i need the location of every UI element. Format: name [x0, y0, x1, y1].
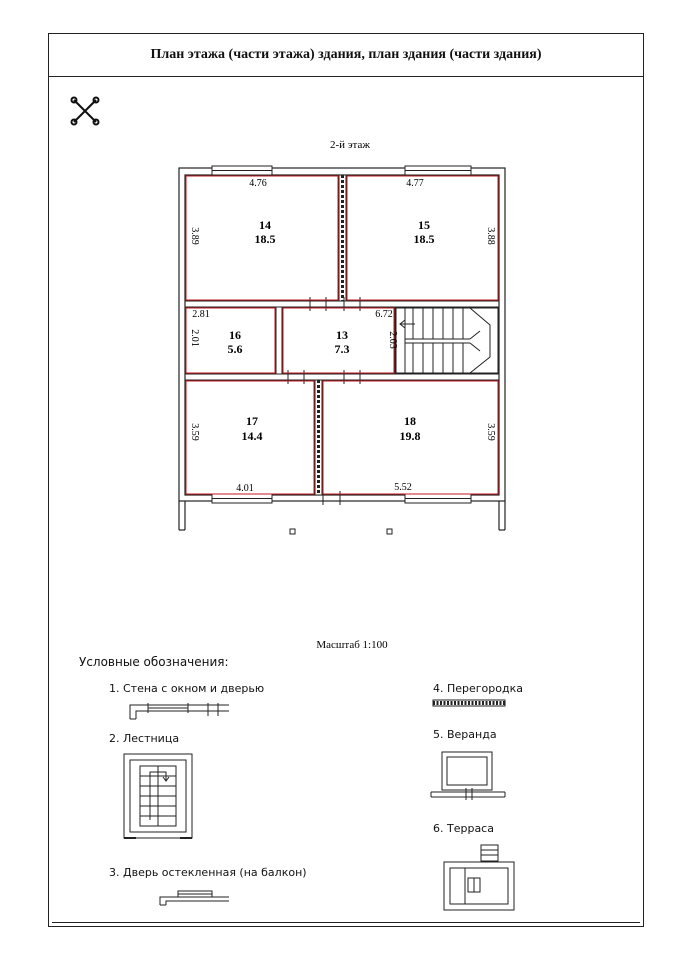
legend-terrace-symbol — [444, 845, 514, 910]
room-area: 5.6 — [227, 342, 243, 356]
room-number: 17 — [246, 414, 258, 428]
room-number: 14 — [259, 218, 271, 232]
dimension-label: 5.52 — [394, 482, 412, 493]
dimension-label: 4.76 — [249, 178, 267, 189]
legend-partition-symbol — [433, 700, 505, 706]
legend-balcony-door-symbol — [160, 891, 229, 905]
legend-item-2: 2. Лестница — [109, 732, 180, 745]
legend-title: Условные обозначения: — [79, 655, 229, 669]
dimension-label: 4.77 — [406, 178, 424, 189]
dimension-label: 4.01 — [236, 483, 254, 494]
legend-item-5: 5. Веранда — [433, 728, 497, 741]
dimension-label: 2.03 — [387, 331, 398, 349]
legend-item-3: 3. Дверь остекленная (на балкон) — [109, 866, 307, 879]
dimension-label: 3.59 — [189, 423, 200, 441]
scale-label: Масштаб 1:100 — [316, 639, 388, 651]
room-labels — [228, 218, 435, 443]
room-area: 7.3 — [334, 342, 350, 356]
legend-wall-symbol — [130, 703, 229, 719]
sheet-title: План этажа (части этажа) здания, план здания (части здания) — [150, 47, 542, 62]
room-area: 18.5 — [254, 232, 276, 246]
room-area: 14.4 — [241, 429, 263, 443]
dimension-label: 6.72 — [375, 309, 393, 320]
room-number: 13 — [336, 328, 348, 342]
legend-item-1: 1. Стена с окном и дверью — [109, 682, 265, 695]
floor-label: 2-й этаж — [330, 139, 370, 151]
legend-item-4: 4. Перегородка — [433, 682, 523, 695]
door-marks — [288, 297, 360, 505]
dimension-label: 3.88 — [485, 227, 496, 245]
room-number: 18 — [404, 414, 416, 428]
compass-icon — [72, 98, 99, 125]
dimension-label: 2.81 — [192, 309, 210, 320]
dimension-label: 3.59 — [485, 423, 496, 441]
dimension-label: 3.89 — [189, 227, 200, 245]
room-number: 16 — [229, 328, 241, 342]
legend-item-6: 6. Терраса — [433, 822, 494, 835]
dimension-label: 2.01 — [189, 329, 200, 347]
markers — [290, 529, 392, 534]
staircase — [396, 308, 498, 373]
room-area: 19.8 — [399, 429, 421, 443]
legend-stairs-symbol — [124, 754, 192, 838]
room-area: 18.5 — [413, 232, 435, 246]
legend — [79, 655, 523, 879]
room-number: 15 — [418, 218, 430, 232]
legend-veranda-symbol — [431, 752, 505, 800]
